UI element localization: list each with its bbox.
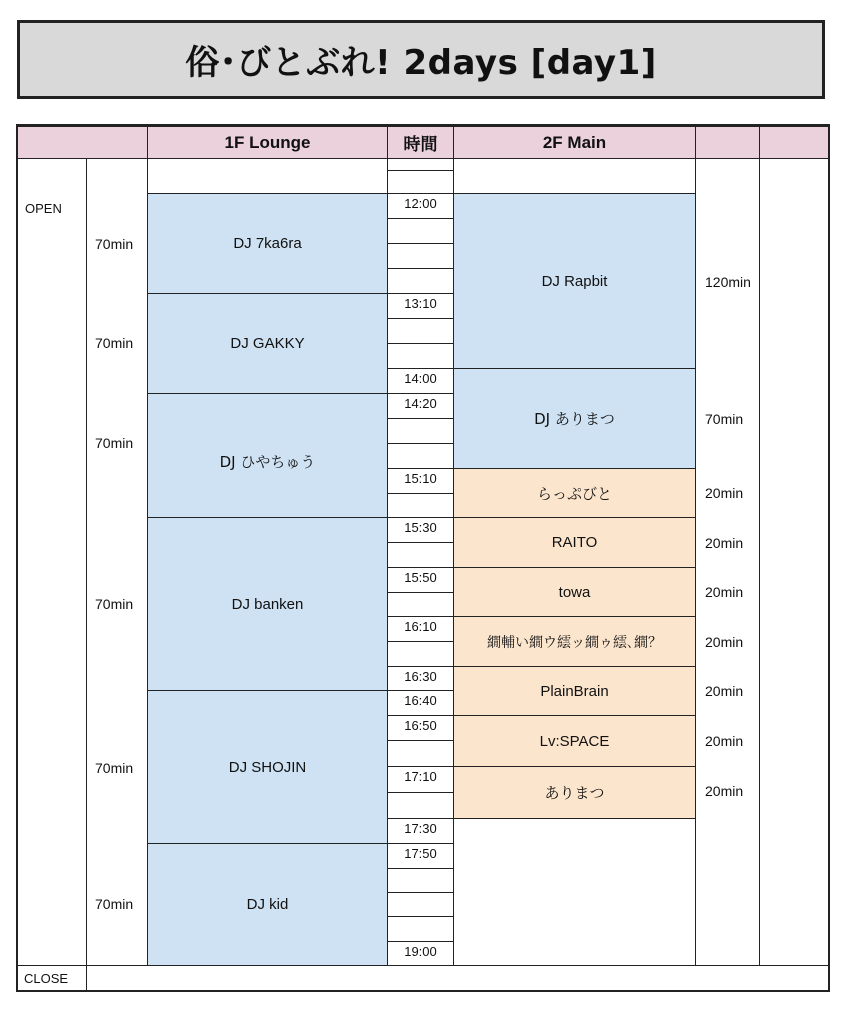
time-cell: 17:10	[387, 766, 454, 793]
lounge-pre-open	[147, 158, 388, 194]
open-label: OPEN	[25, 200, 62, 216]
time-cell: 12:00	[387, 193, 454, 219]
lounge-dj-name: DJ SHOJIN	[228, 758, 307, 776]
main-slot-2	[453, 368, 696, 469]
lounge-slot-5	[147, 690, 388, 844]
time-cell: 14:20	[387, 393, 454, 419]
lounge-duration: 70min	[95, 760, 134, 776]
lounge-dj-name: DJ GAKKY	[230, 335, 305, 352]
lounge-duration: 70min	[95, 236, 134, 252]
main-slot-9	[453, 766, 696, 819]
main-slot-6	[453, 616, 696, 667]
main-slot-7	[453, 666, 696, 716]
main-duration: 20min	[705, 485, 744, 501]
lounge-duration: 70min	[95, 596, 134, 612]
main-after-close	[453, 818, 696, 966]
main-slot-3	[453, 468, 696, 518]
time-cell: 17:50	[387, 843, 454, 869]
lounge-slot-4	[147, 517, 388, 691]
lounge-dj-name: DJ banken	[231, 595, 304, 613]
time-cell-empty	[387, 916, 454, 942]
header-lounge: 1F Lounge	[147, 125, 388, 159]
lounge-slot-1	[147, 193, 388, 294]
main-dj-name: ありまつ	[544, 784, 605, 802]
time-cell: 15:30	[387, 517, 454, 543]
time-cell: 13:10	[387, 293, 454, 319]
main-dj-name: らっぷびと	[536, 484, 612, 503]
time-cell: 15:10	[387, 468, 454, 494]
time-cell: 16:50	[387, 715, 454, 741]
divider-open-column	[86, 158, 87, 966]
lounge-dj-name: DJ kid	[246, 896, 289, 913]
time-cell-empty	[387, 170, 454, 194]
header-blank-duration	[695, 125, 760, 159]
main-dj-name: DJ Rapbit	[541, 272, 608, 290]
main-slot-1	[453, 193, 696, 369]
divider-right-column	[759, 158, 760, 966]
time-cell-empty	[387, 443, 454, 469]
time-cell: 16:30	[387, 666, 454, 691]
time-cell-empty	[387, 592, 454, 617]
main-dj-name: DJ ありまつ	[534, 410, 615, 428]
time-cell-empty	[387, 218, 454, 244]
lounge-slot-3	[147, 393, 388, 518]
lounge-dj-name: DJ ひやちゅう	[219, 453, 316, 471]
main-dj-name: RAITO	[551, 534, 598, 551]
lounge-duration: 70min	[95, 335, 134, 351]
time-cell-empty	[387, 892, 454, 917]
lounge-slot-2	[147, 293, 388, 394]
lounge-duration: 70min	[95, 435, 134, 451]
time-cell: 17:30	[387, 818, 454, 844]
main-slot-4	[453, 517, 696, 568]
header-blank-right	[759, 125, 829, 159]
page-title: 俗･びとぶれ! 2days [day1]	[185, 43, 657, 83]
time-cell: 19:00	[387, 941, 454, 966]
main-slot-8	[453, 715, 696, 767]
time-cell: 14:00	[387, 368, 454, 394]
time-cell: 16:10	[387, 616, 454, 642]
close-label: CLOSE	[24, 970, 69, 986]
time-cell-empty	[387, 641, 454, 667]
main-duration: 70min	[705, 411, 744, 427]
time-cell-empty	[387, 542, 454, 568]
time-cell: 15:50	[387, 567, 454, 593]
main-dj-name: towa	[558, 583, 591, 601]
lounge-slot-6	[147, 843, 388, 966]
main-duration: 20min	[705, 683, 744, 699]
time-cell-empty	[387, 318, 454, 344]
main-duration: 20min	[705, 535, 744, 551]
main-pre-open	[453, 158, 696, 194]
main-duration: 120min	[705, 274, 751, 290]
header-blank-left	[17, 125, 148, 159]
close-row-blank	[86, 965, 829, 991]
main-duration: 20min	[705, 783, 744, 799]
time-cell-empty	[387, 493, 454, 518]
main-dj-name: Lv:SPACE	[539, 732, 610, 750]
time-cell-empty	[387, 418, 454, 444]
main-duration: 20min	[705, 733, 744, 749]
main-duration: 20min	[705, 634, 744, 650]
time-cell-empty	[387, 243, 454, 269]
time-cell-empty	[387, 268, 454, 294]
close-label-cell	[17, 965, 87, 991]
lounge-duration: 70min	[95, 896, 134, 912]
time-cell-empty	[387, 792, 454, 819]
main-duration: 20min	[705, 584, 744, 600]
header-time: 時間	[387, 125, 454, 159]
main-dj-name: PlainBrain	[540, 682, 609, 700]
time-cell-empty	[387, 868, 454, 893]
time-cell-empty	[387, 343, 454, 369]
time-cell: 16:40	[387, 690, 454, 716]
lounge-dj-name: DJ 7ka6ra	[233, 235, 302, 252]
header-main: 2F Main	[453, 125, 696, 159]
main-dj-name: 繝輔い繝ウ繧ッ繝ゥ繧､繝？	[487, 634, 662, 651]
time-cell-empty	[387, 740, 454, 767]
main-slot-5	[453, 567, 696, 617]
